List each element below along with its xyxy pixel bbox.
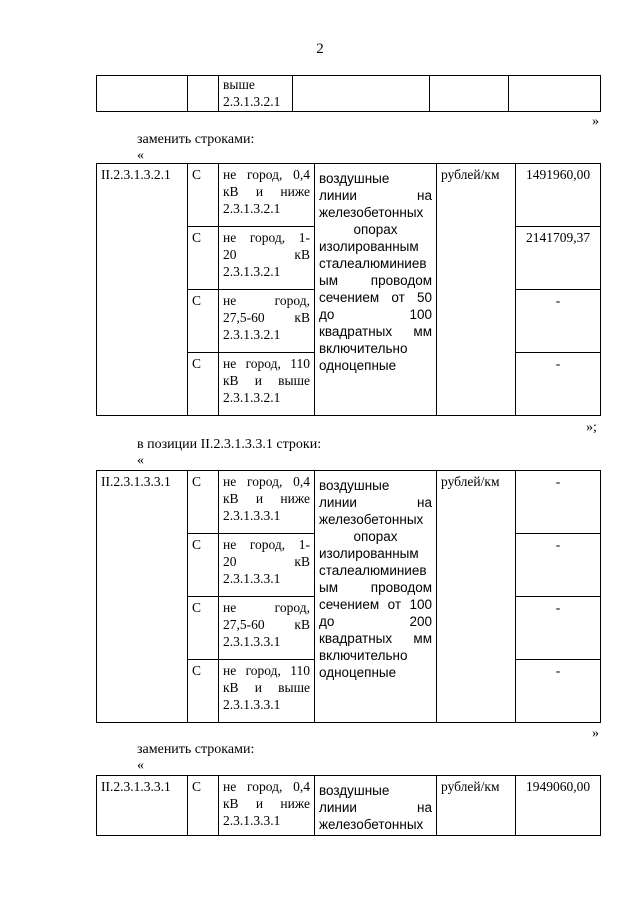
table-row-description	[315, 776, 437, 836]
description-line: сталеалюминиев	[319, 256, 427, 271]
location-line: 2.3.1.3.2.1	[223, 327, 281, 342]
table-row-letter: С	[188, 227, 219, 290]
table-row-location	[219, 353, 315, 416]
top-cell-description	[293, 76, 430, 112]
table-row-letter: С	[188, 290, 219, 353]
location-line: кВ и выше	[223, 373, 310, 388]
table-row-value: -	[516, 597, 601, 660]
top-cell-line: выше	[223, 77, 255, 92]
table-1	[96, 163, 601, 416]
open-quote: «	[137, 453, 144, 468]
table-row-unit: рублей/км	[437, 164, 516, 416]
table-row-letter: С	[188, 660, 219, 723]
table-row-code: II.2.3.1.3.3.1	[97, 471, 188, 723]
top-cell-line: 2.3.1.3.2.1	[223, 94, 281, 109]
description-line: железобетонных	[319, 817, 424, 832]
location-line: не город, 1-	[223, 537, 310, 552]
table-row-value: -	[516, 534, 601, 597]
close-quote: »	[592, 114, 599, 129]
location-line: 2.3.1.3.2.1	[223, 390, 281, 405]
description-line: опорах	[353, 222, 398, 237]
table-row-letter: С	[188, 164, 219, 227]
description-line: включительно	[319, 341, 408, 356]
location-line: не город, 0,4	[223, 167, 310, 182]
table-row-value: 1949060,00	[516, 776, 601, 836]
open-quote: «	[137, 758, 144, 773]
table-row-location	[219, 597, 315, 660]
open-quote: «	[137, 148, 144, 163]
table-row-code: II.2.3.1.3.2.1	[97, 164, 188, 416]
close-quote: »	[592, 726, 599, 741]
location-line: 20 кВ	[223, 247, 310, 262]
description-line: квадратных мм	[319, 631, 432, 646]
description-line: опорах	[353, 529, 398, 544]
location-line: 2.3.1.3.3.1	[223, 634, 281, 649]
description-line: одноцепные	[319, 665, 397, 680]
table-row-letter: С	[188, 597, 219, 660]
table-row-location	[219, 471, 315, 534]
location-line: кВ и ниже	[223, 491, 310, 506]
top-cell-value	[509, 76, 601, 112]
location-line: 20 кВ	[223, 554, 310, 569]
location-line: не город, 110	[223, 663, 310, 678]
location-line: не город,	[223, 600, 310, 615]
location-line: кВ и выше	[223, 680, 310, 695]
table-row-letter: С	[188, 471, 219, 534]
location-line: не город, 0,4	[223, 474, 310, 489]
description-line: воздушные	[319, 478, 390, 493]
location-line: кВ и ниже	[223, 796, 310, 811]
description-line: до 200	[319, 614, 432, 629]
table-row-location	[219, 660, 315, 723]
description-line: линии на	[319, 188, 432, 203]
top-table-fragment	[96, 75, 601, 112]
description-line: сечением от 50	[319, 290, 432, 305]
top-cell-code	[97, 76, 188, 112]
table-row-location	[219, 776, 315, 836]
table-row-letter: С	[188, 353, 219, 416]
location-line: 2.3.1.3.3.1	[223, 508, 281, 523]
description-line: воздушные	[319, 783, 390, 798]
table-row-description	[315, 164, 437, 416]
page-number: 2	[316, 41, 324, 57]
table-row-value: -	[516, 290, 601, 353]
description-line: изолированным	[319, 239, 419, 254]
description-line: квадратных мм	[319, 324, 432, 339]
position-label: в позиции II.2.3.1.3.3.1 строки:	[137, 437, 322, 452]
description-line: включительно	[319, 648, 408, 663]
table-row-value: -	[516, 471, 601, 534]
description-line: изолированным	[319, 546, 419, 561]
description-line: воздушные	[319, 171, 390, 186]
location-line: 2.3.1.3.3.1	[223, 571, 281, 586]
description-line: ым проводом	[319, 273, 432, 288]
replace-label: заменить строками:	[137, 132, 255, 147]
table-row-location	[219, 290, 315, 353]
description-line: железобетонных	[319, 205, 424, 220]
description-line: до 100	[319, 307, 432, 322]
replace-label: заменить строками:	[137, 742, 255, 757]
location-line: не город, 1-	[223, 230, 310, 245]
table-row-letter: С	[188, 534, 219, 597]
table-row-value: -	[516, 660, 601, 723]
location-line: не город, 110	[223, 356, 310, 371]
location-line: не город, 0,4	[223, 779, 310, 794]
top-cell-letter	[188, 76, 219, 112]
location-line: не город,	[223, 293, 310, 308]
location-line: 2.3.1.3.3.1	[223, 813, 281, 828]
description-line: сечением от 100	[319, 597, 432, 612]
description-line: ым проводом	[319, 580, 432, 595]
table-row-unit: рублей/км	[437, 471, 516, 723]
table-row-value: 2141709,37	[516, 227, 601, 290]
table-row-location	[219, 534, 315, 597]
description-line: линии на	[319, 800, 432, 815]
location-line: 27,5-60 кВ	[223, 310, 310, 325]
table-row-value: -	[516, 353, 601, 416]
location-line: 2.3.1.3.2.1	[223, 264, 281, 279]
description-line: железобетонных	[319, 512, 424, 527]
description-line: линии на	[319, 495, 432, 510]
description-line: сталеалюминиев	[319, 563, 427, 578]
close-quote: »;	[586, 420, 597, 435]
table-row-letter: С	[188, 776, 219, 836]
table-2	[96, 470, 601, 723]
table-row-location	[219, 227, 315, 290]
table-row-unit: рублей/км	[437, 776, 516, 836]
table-row-location	[219, 164, 315, 227]
table-row-value: 1491960,00	[516, 164, 601, 227]
location-line: 2.3.1.3.3.1	[223, 697, 281, 712]
table-row-code: II.2.3.1.3.3.1	[97, 776, 188, 836]
location-line: кВ и ниже	[223, 184, 310, 199]
table-3	[96, 775, 601, 836]
location-line: 27,5-60 кВ	[223, 617, 310, 632]
description-line: одноцепные	[319, 358, 397, 373]
top-cell-location	[219, 76, 293, 112]
location-line: 2.3.1.3.2.1	[223, 201, 281, 216]
top-cell-unit	[430, 76, 509, 112]
table-row-description	[315, 471, 437, 723]
